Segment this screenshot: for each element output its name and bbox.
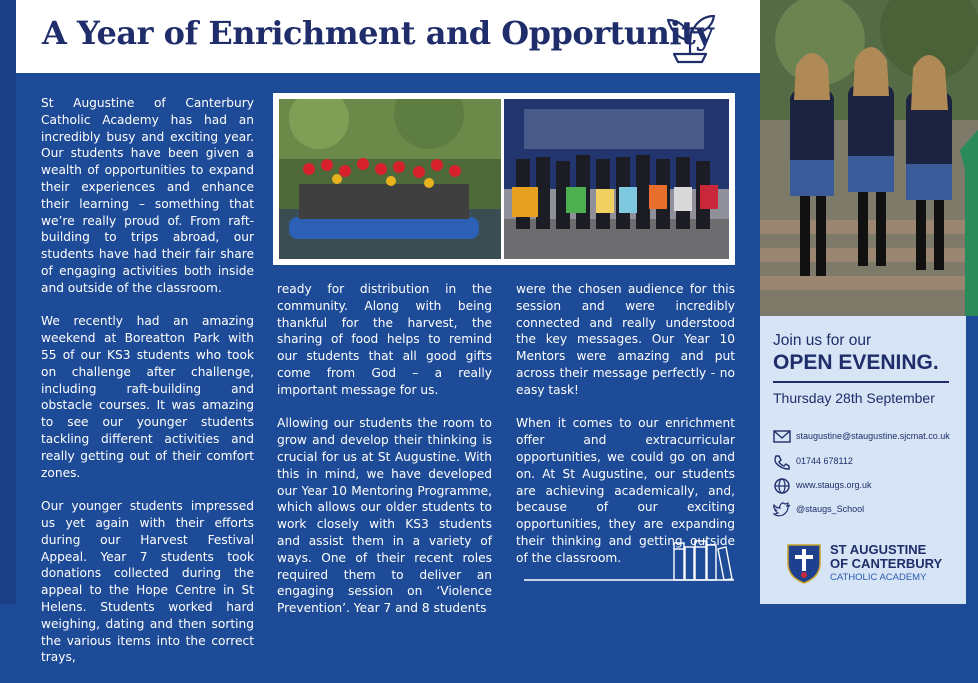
open-evening-heading: OPEN EVENING. [773,351,939,374]
right-border-strip [966,316,978,604]
email-link[interactable]: staugustine@staugustine.sjcmat.co.uk [796,431,950,441]
left-border-strip [0,0,16,604]
paragraph: ready for distribution in the community. Along with being thankful for the harvest, the sharing of food helps to remind our students that all good gifts come from God – a really important message for us. [277,282,492,397]
divider [773,381,949,383]
paragraph: We recently had an amazing weekend at Boreatton Park with 55 of our KS3 students who took on challenge after challenge, including raft-building and obstacle courses. It was amazing to see our younger students tackling different activities and really getting out of their comfort zones. [41,314,254,480]
harvest-donations-photo [504,99,729,259]
twitter-icon [773,502,791,518]
website-link[interactable]: www.staugs.org.uk [796,480,872,490]
paragraph: St Augustine of Canterbury Catholic Academy has had an incredibly busy and exciting year. Our students have been given a wealth of opportunities to expand their experiences and enhance their learning – something that we’re really proud of. From raft-building to trips abroad, our students have had their fair share of engaging activities both inside and outside of the classroom. [41,96,254,295]
photo-frame [273,93,735,265]
join-us-text: Join us for our [773,332,872,349]
phone-icon [773,454,791,470]
school-name [830,543,942,571]
contact-twitter[interactable] [773,501,965,519]
plant-seedling-icon [662,10,718,64]
students-photo [760,0,978,316]
article-column-2 [277,281,492,634]
contact-website[interactable] [773,477,965,495]
article-column-1 [41,95,254,683]
school-crest-icon [785,541,823,585]
title-bar [16,0,760,73]
open-evening-panel [760,316,966,604]
paragraph: were the chosen audience for this session and were incredibly connected and really understood the key messages. Our Year 10 Mentors were amazing and put across their message perfectly - no easy task! [516,282,735,397]
twitter-handle[interactable]: @staugs_School [796,504,865,514]
school-name-line-2: OF CANTERBURY [830,556,943,571]
phone-number[interactable]: 01744 678112 [796,456,853,466]
envelope-icon [773,429,791,443]
contact-phone[interactable] [773,453,965,471]
event-date: Thursday 28th September [773,390,935,406]
school-name-line-1: ST AUGUSTINE [830,542,927,557]
school-subtitle: CATHOLIC ACADEMY [830,572,927,583]
globe-icon [773,478,791,494]
article-panel [16,73,760,665]
paragraph: When it comes to our enrichment offer and extracurricular opportunities, we could go on and on. At St Augustine, our students are achieving academically, and, because of our exciting opportunities, they are expanding their thinking and getting outside of the classroom. [516,416,735,565]
page-title: A Year of Enrichment and Opportunity [42,14,714,52]
contact-email[interactable] [773,428,965,446]
raft-building-photo [279,99,501,259]
paragraph: Allowing our students the room to grow and develop their thinking is crucial for us at St Augustine. With this in mind, we have developed our Year 10 Mentoring Programme, which allows our older students to work closely with KS3 students and assist them in a variety of ways. One of their recent roles required them to deliver an engaging session on ‘Violence Prevention’. Year 7 and 8 students [277,416,492,616]
paragraph: Our younger students impressed us yet again with their efforts during our Harvest Festival Appeal. Year 7 students took donations collected during the appeal to the Hope Centre in St Helens. Students worked hard weighing, dating and then sorting the various items into the correct trays, [41,499,254,665]
books-icon [522,535,737,585]
